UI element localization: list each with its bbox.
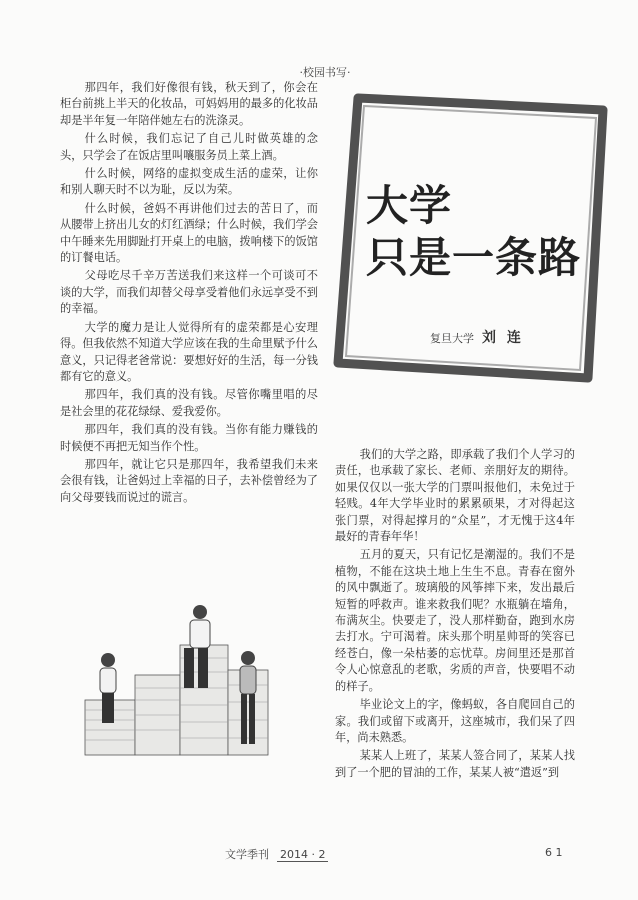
paragraph: 那四年，就让它只是那四年，我希望我们未来会很有钱，让爸妈过上幸福的日子，去补偿曾经为了向父母要钱而说过的谎言。 xyxy=(60,457,318,504)
paragraph: 五月的夏天，只有记忆是潮湿的。我们不是植物，不能在这块土地上生生不息。青春在窗外的风中飘逝了。玻璃般的风筝摔下来，发出最后短暂的呼救声。谁来救我们呢？水瓶躺在墙角，布满灰尘。快要走了，没人那样勤奋，跑到水房去打水。宁可渴着。床头那个明星帅哥的笑容已经苍白，像一朵枯萎的忘忧草。房间里还是那首令人心惊意乱的老歌，劣质的声音，快要唱不动的样子。 xyxy=(335,548,575,693)
paragraph: 某某人上班了，某某人签合同了，某某人找到了一个肥的冒油的工作，某某人被“遣返”到 xyxy=(335,749,575,779)
paragraph: 什么时候，我们忘记了自己儿时做英雄的念头，只学会了在饭店里叫嚷服务员上菜上酒。 xyxy=(60,132,318,162)
paragraph: 我们的大学之路，即承载了我们个人学习的责任，也承载了家长、老师、亲朋好友的期待。如果仅仅以一张大学的门票叫报他们，未免过于轻贱。4年大学毕业时的累累硕果，才对得起这张门票，对得起撑月的“众星”，才无愧于这4年最好的青春年华！ xyxy=(335,448,575,544)
paragraph: 那四年，我们真的没有钱。当你有能力赚钱的时候便不再把无知当作个性。 xyxy=(60,423,318,453)
page-number: 6 1 xyxy=(545,846,563,859)
issue-number: 2014 · 2 xyxy=(277,848,328,862)
author-name: 刘 连 xyxy=(482,330,524,346)
author-school: 复旦大学 xyxy=(430,332,474,345)
author-byline xyxy=(430,327,524,347)
title-line-1: 大学 xyxy=(366,181,453,230)
paragraph: 大学的魔力是让人觉得所有的虚荣都是心安理得。但我依然不知道大学应该在我的生命里赋予什么意义，只记得老爸常说：要想好好的生活，每一分钱都有它的意义。 xyxy=(60,320,318,383)
paragraph: 父母吃尽千辛万苦送我们来这样一个可谈可不谈的大学，而我们却替父母享受着他们永远享受不到的幸福。 xyxy=(60,269,318,316)
paragraph: 那四年，我们真的没有钱。尽管你嘴里唱的尽是社会里的花花绿绿、爱我爱你。 xyxy=(60,388,318,418)
section-tag: ·校园书写· xyxy=(299,66,351,79)
left-column xyxy=(60,80,318,508)
students-books-illustration xyxy=(80,600,290,760)
right-column xyxy=(335,447,575,783)
page-footer xyxy=(225,846,328,862)
paragraph: 那四年，我们好像很有钱，秋天到了，你会在柜台前挑上半天的化妆品，可妈妈用的最多的化妆品却是半年复一年陪伴她左右的洗涤灵。 xyxy=(60,81,318,127)
paragraph: 什么时候，爸妈不再讲他们过去的苦日了，而从腰带上挤出儿女的灯红酒绿；什么时候，我们学会中午睡来先用脚趾打开桌上的电脑，拨响楼下的饭馆的订餐电话。 xyxy=(60,201,318,265)
title-line-2: 只是一条路 xyxy=(366,233,582,282)
article-title xyxy=(366,180,581,284)
journal-name: 文学季刊 xyxy=(225,848,269,861)
paragraph: 毕业论文上的字，像蚂蚁，各自爬回自己的家。我们或留下或离开，这座城市，我们呆了四年，尚未熟悉。 xyxy=(335,698,575,744)
paragraph: 什么时候，网络的虚拟变成生活的虚荣，让你和别人聊天时不以为耻，反以为荣。 xyxy=(60,167,318,197)
